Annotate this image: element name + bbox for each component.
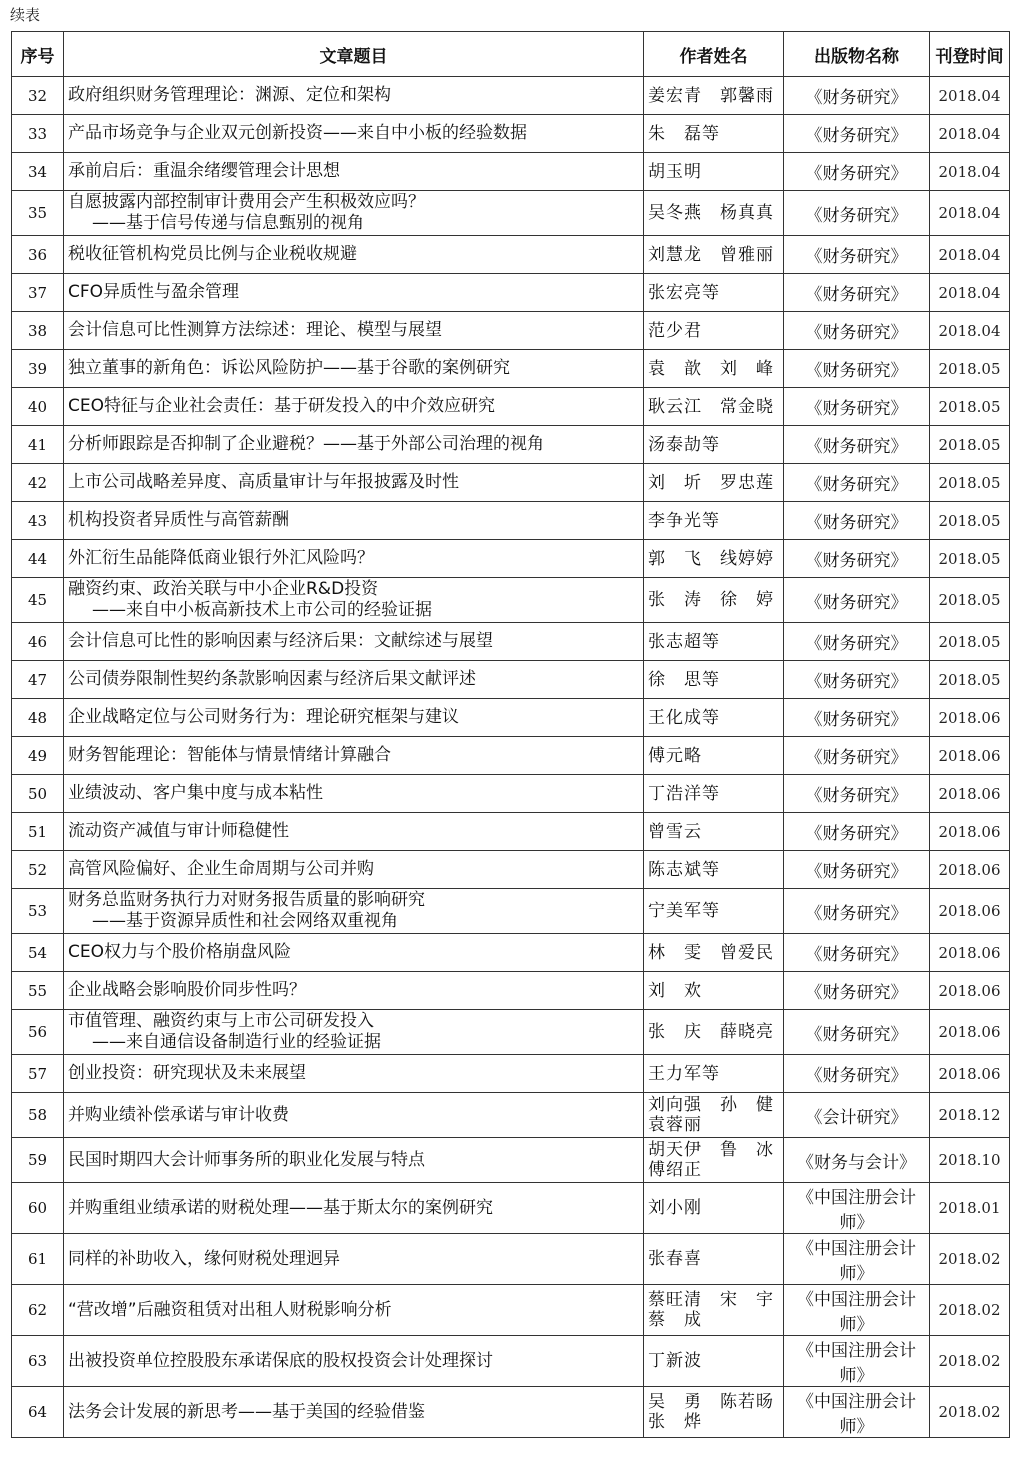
author-names: 张 庆 薛晓亮 [644, 1010, 784, 1055]
article-title [64, 889, 644, 934]
table-row [12, 1336, 1010, 1387]
article-title-text: 会计信息可比性的影响因素与经济后果：文献综述与展望 [68, 631, 493, 651]
article-title [64, 312, 644, 350]
article-title [64, 578, 644, 623]
table-row [12, 1234, 1010, 1285]
header-date: 刊登时间 [930, 32, 1010, 77]
publish-date: 2018.02 [930, 1285, 1010, 1336]
publish-date: 2018.06 [930, 737, 1010, 775]
author-names: 汤泰劼等 [644, 426, 784, 464]
publish-date: 2018.05 [930, 388, 1010, 426]
article-title [64, 1183, 644, 1234]
article-title [64, 540, 644, 578]
publication-name: 《财务研究》 [784, 350, 930, 388]
article-title-text: 公司债券限制性契约条款影响因素与经济后果文献评述 [68, 669, 476, 689]
article-title-text: CEO特征与企业社会责任：基于研发投入的中介效应研究 [68, 396, 495, 416]
table-row [12, 1183, 1010, 1234]
row-number: 34 [12, 153, 64, 191]
row-number: 48 [12, 699, 64, 737]
publication-name: 《财务研究》 [784, 578, 930, 623]
author-names: 张志超等 [644, 623, 784, 661]
publish-date: 2018.06 [930, 934, 1010, 972]
article-title-text: 财务总监财务执行力对财务报告质量的影响研究 [68, 890, 425, 910]
table-continued-caption: 续表 [10, 6, 41, 24]
article-title-text: 同样的补助收入，缘何财税处理迥异 [68, 1248, 340, 1269]
table-row [12, 775, 1010, 813]
table-row [12, 889, 1010, 934]
publication-name: 《财务研究》 [784, 1055, 930, 1093]
row-number: 56 [12, 1010, 64, 1055]
publication-name: 《财务研究》 [784, 312, 930, 350]
article-title [64, 388, 644, 426]
article-title-text: 政府组织财务管理理论：渊源、定位和架构 [68, 85, 391, 105]
publication-name: 《财务研究》 [784, 661, 930, 699]
table-row [12, 578, 1010, 623]
author-names: 张 涛 徐 婷 [644, 578, 784, 623]
header-no: 序号 [12, 32, 64, 77]
article-title-text: 自愿披露内部控制审计费用会产生积极效应吗？ [68, 192, 425, 212]
article-title [64, 1336, 644, 1387]
article-title-text: 融资约束、政治关联与中小企业R&D投资 [68, 579, 379, 599]
author-names: 朱 磊等 [644, 115, 784, 153]
publication-name: 《中国注册会计师》 [784, 1285, 930, 1336]
header-row [12, 32, 1010, 77]
article-title-text: 业绩波动、客户集中度与成本粘性 [68, 783, 323, 803]
article-title [64, 77, 644, 115]
publication-name: 《财务研究》 [784, 77, 930, 115]
row-number: 62 [12, 1285, 64, 1336]
table-row [12, 737, 1010, 775]
row-number: 51 [12, 813, 64, 851]
article-title-text: 分析师跟踪是否抑制了企业避税？——基于外部公司治理的视角 [68, 434, 544, 454]
author-names: 胡玉明 [644, 153, 784, 191]
author-names: 耿云江 常金晓 [644, 388, 784, 426]
author-names: 刘小刚 [644, 1183, 784, 1234]
article-title-text: 外汇衍生品能降低商业银行外汇风险吗？ [68, 548, 374, 568]
article-title [64, 699, 644, 737]
article-title [64, 502, 644, 540]
article-title [64, 934, 644, 972]
publish-date: 2018.04 [930, 191, 1010, 236]
author-names: 刘向强 孙 健 袁蓉丽 [644, 1093, 784, 1138]
article-title [64, 813, 644, 851]
publication-name: 《财务研究》 [784, 388, 930, 426]
publish-date: 2018.06 [930, 889, 1010, 934]
article-subtitle: ——基于信号传递与信息甄别的视角 [92, 213, 364, 233]
table-row [12, 388, 1010, 426]
article-title-text: 财务智能理论：智能体与情景情绪计算融合 [68, 745, 391, 765]
publication-name: 《财务研究》 [784, 851, 930, 889]
publish-date: 2018.04 [930, 312, 1010, 350]
table-row [12, 1138, 1010, 1183]
article-title-text: 企业战略会影响股价同步性吗？ [68, 980, 306, 1000]
publish-date: 2018.06 [930, 1010, 1010, 1055]
publication-name: 《中国注册会计师》 [784, 1183, 930, 1234]
table-row [12, 623, 1010, 661]
publish-date: 2018.05 [930, 661, 1010, 699]
article-title-text: 独立董事的新角色：诉讼风险防护——基于谷歌的案例研究 [68, 358, 510, 378]
author-names: 刘 欢 [644, 972, 784, 1010]
article-title [64, 1285, 644, 1336]
publication-name: 《财务研究》 [784, 889, 930, 934]
article-title [64, 1055, 644, 1093]
header-publication: 出版物名称 [784, 32, 930, 77]
row-number: 64 [12, 1387, 64, 1438]
article-title [64, 1387, 644, 1438]
article-title [64, 115, 644, 153]
table-row [12, 851, 1010, 889]
row-number: 43 [12, 502, 64, 540]
article-title-text: 产品市场竞争与企业双元创新投资——来自中小板的经验数据 [68, 123, 527, 143]
publication-name: 《财务研究》 [784, 813, 930, 851]
article-title [64, 1138, 644, 1183]
row-number: 33 [12, 115, 64, 153]
publish-date: 2018.04 [930, 153, 1010, 191]
article-title [64, 1234, 644, 1285]
publish-date: 2018.05 [930, 623, 1010, 661]
publication-name: 《财务研究》 [784, 699, 930, 737]
publication-name: 《财务研究》 [784, 540, 930, 578]
table-row [12, 1387, 1010, 1438]
article-title-text: 创业投资：研究现状及未来展望 [68, 1063, 306, 1083]
article-title-text: 上市公司战略差异度、高质量审计与年报披露及时性 [68, 472, 459, 492]
table-row [12, 350, 1010, 388]
row-number: 63 [12, 1336, 64, 1387]
header-author: 作者姓名 [644, 32, 784, 77]
publication-name: 《财务研究》 [784, 1010, 930, 1055]
publication-name: 《财务与会计》 [784, 1138, 930, 1183]
publish-date: 2018.04 [930, 77, 1010, 115]
author-names: 吴冬燕 杨真真 [644, 191, 784, 236]
table-row [12, 312, 1010, 350]
publication-name: 《中国注册会计师》 [784, 1387, 930, 1438]
article-title-text: 机构投资者异质性与高管薪酬 [68, 510, 289, 530]
author-names: 张宏亮等 [644, 274, 784, 312]
publish-date: 2018.06 [930, 775, 1010, 813]
publication-name: 《财务研究》 [784, 274, 930, 312]
article-title [64, 464, 644, 502]
article-title-text: 法务会计发展的新思考——基于美国的经验借鉴 [68, 1401, 425, 1422]
article-title [64, 972, 644, 1010]
publication-name: 《财务研究》 [784, 153, 930, 191]
table-row [12, 1055, 1010, 1093]
author-names: 丁浩洋等 [644, 775, 784, 813]
publish-date: 2018.04 [930, 115, 1010, 153]
row-number: 49 [12, 737, 64, 775]
article-title-text: 并购业绩补偿承诺与审计收费 [68, 1104, 289, 1125]
publish-date: 2018.06 [930, 813, 1010, 851]
table-row [12, 1285, 1010, 1336]
row-number: 39 [12, 350, 64, 388]
author-names: 徐 思等 [644, 661, 784, 699]
table-row [12, 1093, 1010, 1138]
article-title-text: “营改增”后融资租赁对出租人财税影响分析 [68, 1299, 392, 1320]
author-names: 蔡旺清 宋 宇 蔡 成 [644, 1285, 784, 1336]
article-title [64, 1093, 644, 1138]
article-title [64, 623, 644, 661]
publish-date: 2018.05 [930, 540, 1010, 578]
publication-name: 《财务研究》 [784, 502, 930, 540]
publication-name: 《财务研究》 [784, 464, 930, 502]
publication-name: 《会计研究》 [784, 1093, 930, 1138]
table-row [12, 540, 1010, 578]
table-body [12, 77, 1010, 1438]
publish-date: 2018.05 [930, 502, 1010, 540]
publish-date: 2018.06 [930, 851, 1010, 889]
author-names: 胡天伊 鲁 冰 傅绍正 [644, 1138, 784, 1183]
table-row [12, 274, 1010, 312]
article-title [64, 236, 644, 274]
article-title [64, 426, 644, 464]
publication-name: 《财务研究》 [784, 236, 930, 274]
table-row [12, 502, 1010, 540]
row-number: 53 [12, 889, 64, 934]
publication-name: 《财务研究》 [784, 775, 930, 813]
author-names: 袁 歆 刘 峰 [644, 350, 784, 388]
row-number: 32 [12, 77, 64, 115]
article-title-text: 民国时期四大会计师事务所的职业化发展与特点 [68, 1149, 425, 1170]
table-row [12, 972, 1010, 1010]
row-number: 58 [12, 1093, 64, 1138]
publish-date: 2018.04 [930, 236, 1010, 274]
publish-date: 2018.12 [930, 1093, 1010, 1138]
article-title [64, 191, 644, 236]
author-names: 傅元略 [644, 737, 784, 775]
author-names: 郭 飞 线婷婷 [644, 540, 784, 578]
row-number: 38 [12, 312, 64, 350]
table-row [12, 153, 1010, 191]
publication-name: 《财务研究》 [784, 934, 930, 972]
row-number: 57 [12, 1055, 64, 1093]
author-names: 吴 勇 陈若旸 张 烨 [644, 1387, 784, 1438]
publication-name: 《中国注册会计师》 [784, 1234, 930, 1285]
table-row [12, 464, 1010, 502]
table-row [12, 661, 1010, 699]
author-names: 陈志斌等 [644, 851, 784, 889]
publish-date: 2018.06 [930, 972, 1010, 1010]
publication-name: 《财务研究》 [784, 972, 930, 1010]
article-title-text: 税收征管机构党员比例与企业税收规避 [68, 244, 357, 264]
row-number: 36 [12, 236, 64, 274]
author-names: 刘 圻 罗忠莲 [644, 464, 784, 502]
publication-name: 《财务研究》 [784, 623, 930, 661]
publish-date: 2018.04 [930, 274, 1010, 312]
article-title [64, 737, 644, 775]
author-names: 王化成等 [644, 699, 784, 737]
table-row [12, 1010, 1010, 1055]
author-names: 张春喜 [644, 1234, 784, 1285]
article-title-text: 高管风险偏好、企业生命周期与公司并购 [68, 859, 374, 879]
publish-date: 2018.10 [930, 1138, 1010, 1183]
article-title [64, 153, 644, 191]
header-title: 文章题目 [64, 32, 644, 77]
article-title [64, 350, 644, 388]
table-row [12, 115, 1010, 153]
author-names: 丁新波 [644, 1336, 784, 1387]
author-names: 刘慧龙 曾雅丽 [644, 236, 784, 274]
article-title [64, 274, 644, 312]
author-names: 姜宏青 郭馨雨 [644, 77, 784, 115]
row-number: 55 [12, 972, 64, 1010]
publish-date: 2018.05 [930, 578, 1010, 623]
publish-date: 2018.06 [930, 699, 1010, 737]
publication-name: 《财务研究》 [784, 426, 930, 464]
publish-date: 2018.01 [930, 1183, 1010, 1234]
table-row [12, 426, 1010, 464]
row-number: 41 [12, 426, 64, 464]
row-number: 37 [12, 274, 64, 312]
table-row [12, 813, 1010, 851]
author-names: 宁美军等 [644, 889, 784, 934]
publish-date: 2018.05 [930, 464, 1010, 502]
author-names: 李争光等 [644, 502, 784, 540]
article-title-text: 市值管理、融资约束与上市公司研发投入 [68, 1011, 374, 1031]
publish-date: 2018.02 [930, 1234, 1010, 1285]
row-number: 44 [12, 540, 64, 578]
article-title-text: 并购重组业绩承诺的财税处理——基于斯太尔的案例研究 [68, 1197, 493, 1218]
article-title-text: CEO权力与个股价格崩盘风险 [68, 942, 291, 962]
author-names: 曾雪云 [644, 813, 784, 851]
article-title-text: 承前启后：重温余绪缨管理会计思想 [68, 161, 340, 181]
table-row [12, 699, 1010, 737]
row-number: 61 [12, 1234, 64, 1285]
publish-date: 2018.05 [930, 350, 1010, 388]
article-title [64, 851, 644, 889]
author-names: 王力军等 [644, 1055, 784, 1093]
article-title-text: 流动资产减值与审计师稳健性 [68, 821, 289, 841]
publish-date: 2018.02 [930, 1336, 1010, 1387]
article-title-text: 企业战略定位与公司财务行为：理论研究框架与建议 [68, 707, 459, 727]
publication-name: 《财务研究》 [784, 191, 930, 236]
row-number: 42 [12, 464, 64, 502]
article-subtitle: ——基于资源异质性和社会网络双重视角 [92, 911, 398, 931]
row-number: 54 [12, 934, 64, 972]
author-names: 林 雯 曾爱民 [644, 934, 784, 972]
row-number: 35 [12, 191, 64, 236]
article-title [64, 1010, 644, 1055]
publish-date: 2018.05 [930, 426, 1010, 464]
row-number: 45 [12, 578, 64, 623]
table-row [12, 191, 1010, 236]
row-number: 40 [12, 388, 64, 426]
author-names: 范少君 [644, 312, 784, 350]
table-row [12, 77, 1010, 115]
article-title [64, 775, 644, 813]
table-row [12, 236, 1010, 274]
article-title-text: CFO异质性与盈余管理 [68, 282, 240, 302]
publication-name: 《财务研究》 [784, 737, 930, 775]
row-number: 47 [12, 661, 64, 699]
row-number: 59 [12, 1138, 64, 1183]
table-row [12, 934, 1010, 972]
publish-date: 2018.02 [930, 1387, 1010, 1438]
article-subtitle: ——来自通信设备制造行业的经验证据 [92, 1032, 381, 1052]
publication-name: 《财务研究》 [784, 115, 930, 153]
article-subtitle: ——来自中小板高新技术上市公司的经验证据 [92, 600, 432, 620]
row-number: 52 [12, 851, 64, 889]
row-number: 50 [12, 775, 64, 813]
article-title-text: 会计信息可比性测算方法综述：理论、模型与展望 [68, 320, 442, 340]
article-table [11, 31, 1010, 1438]
publish-date: 2018.06 [930, 1055, 1010, 1093]
article-title [64, 661, 644, 699]
row-number: 60 [12, 1183, 64, 1234]
article-title-text: 出被投资单位控股股东承诺保底的股权投资会计处理探讨 [68, 1350, 493, 1371]
row-number: 46 [12, 623, 64, 661]
publication-name: 《中国注册会计师》 [784, 1336, 930, 1387]
